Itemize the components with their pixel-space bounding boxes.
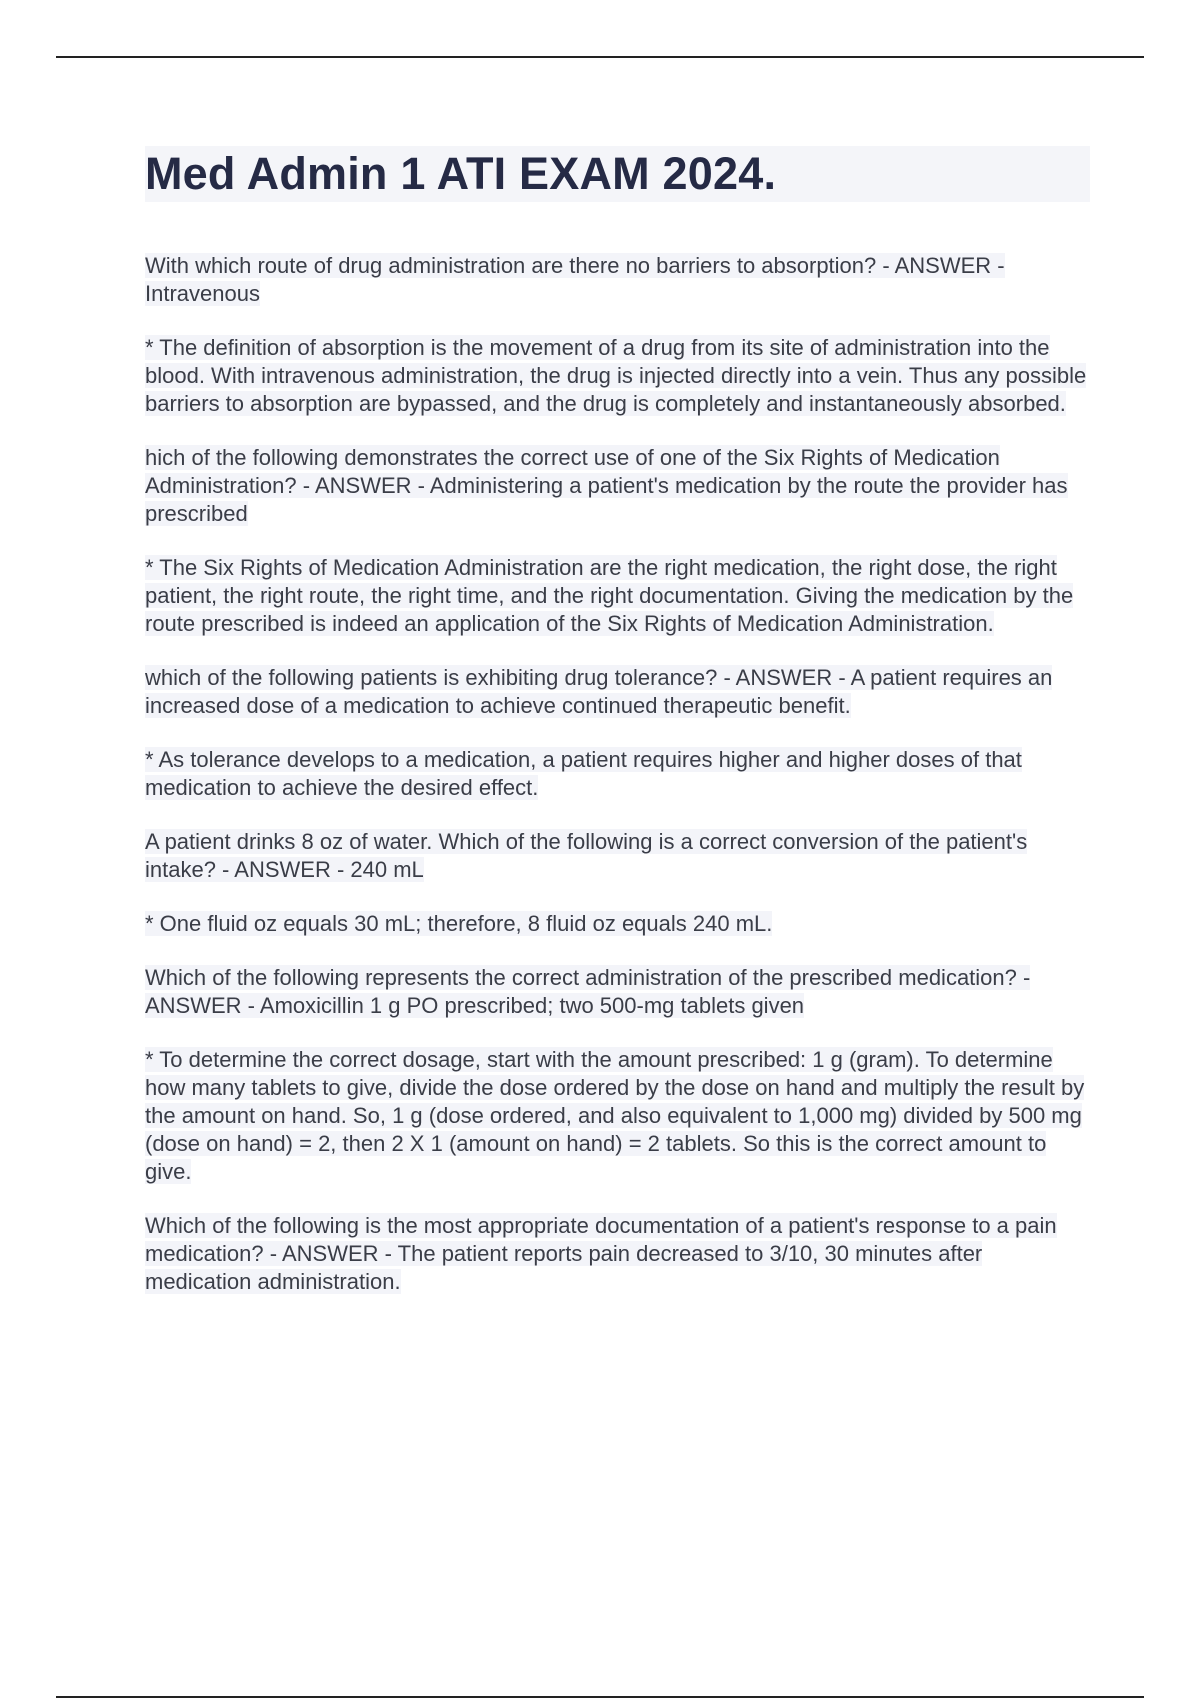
rationale-4-text: * One fluid oz equals 30 mL; therefore, 8 fluid oz equals 240 mL. xyxy=(145,911,773,936)
rationale-5-text: * To determine the correct dosage, start with the amount prescribed: 1 g (gram). To determine how many tablets to give, divide the dose ordered by the dose on hand and multiply the result by the amount on hand. So, 1 g (dose ordered, and also equivalent to 1,000 mg) divided by 500 mg (dose on hand) = 2, then 2 X 1 (amount on hand) = 2 tablets. So this is the correct amount to give. xyxy=(145,1047,1085,1184)
rationale-2-text: * The Six Rights of Medication Administration are the right medication, the right dose, the right patient, the right route, the right time, and the right documentation. Giving the medication by the route prescribed is indeed an application of the Six Rights of Medication Administration. xyxy=(145,555,1074,636)
question-2 xyxy=(145,444,1090,528)
question-6-text: Which of the following is the most appropriate documentation of a patient's response to a pain medication? - ANSWER - The patient reports pain decreased to 3/10, 30 minutes after medication administration. xyxy=(145,1213,1057,1294)
question-3 xyxy=(145,664,1090,720)
question-3-text: which of the following patients is exhibiting drug tolerance? - ANSWER - A patient requires an increased dose of a medication to achieve continued therapeutic benefit. xyxy=(145,665,1053,718)
question-4 xyxy=(145,828,1090,884)
question-4-text: A patient drinks 8 oz of water. Which of the following is a correct conversion of the patient's intake? - ANSWER - 240 mL xyxy=(145,829,1028,882)
rationale-3-text: * As tolerance develops to a medication, a patient requires higher and higher doses of that medication to achieve the desired effect. xyxy=(145,747,1022,800)
top-rule xyxy=(56,56,1144,58)
question-6 xyxy=(145,1212,1090,1296)
rationale-5 xyxy=(145,1046,1090,1186)
question-1-text: With which route of drug administration are there no barriers to absorption? - ANSWER - Intravenous xyxy=(145,253,1005,306)
question-5 xyxy=(145,964,1090,1020)
bottom-rule xyxy=(56,1696,1144,1698)
rationale-1 xyxy=(145,334,1090,418)
rationale-3 xyxy=(145,746,1090,802)
document-body xyxy=(145,146,1090,1296)
rationale-2 xyxy=(145,554,1090,638)
question-1 xyxy=(145,252,1090,308)
document-title: Med Admin 1 ATI EXAM 2024. xyxy=(145,148,777,199)
qa-list xyxy=(145,252,1090,1296)
title-band xyxy=(145,146,1090,202)
rationale-4 xyxy=(145,910,1090,938)
question-2-text: hich of the following demonstrates the correct use of one of the Six Rights of Medication Administration? - ANSWER - Administering a patient's medication by the route the provider has prescribed xyxy=(145,445,1068,526)
question-5-text: Which of the following represents the correct administration of the prescribed medication? - ANSWER - Amoxicillin 1 g PO prescribed; two 500-mg tablets given xyxy=(145,965,1031,1018)
rationale-1-text: * The definition of absorption is the movement of a drug from its site of administration into the blood. With intravenous administration, the drug is injected directly into a vein. Thus any possible barriers to absorption are bypassed, and the drug is completely and instantaneously absorbed. xyxy=(145,335,1087,416)
